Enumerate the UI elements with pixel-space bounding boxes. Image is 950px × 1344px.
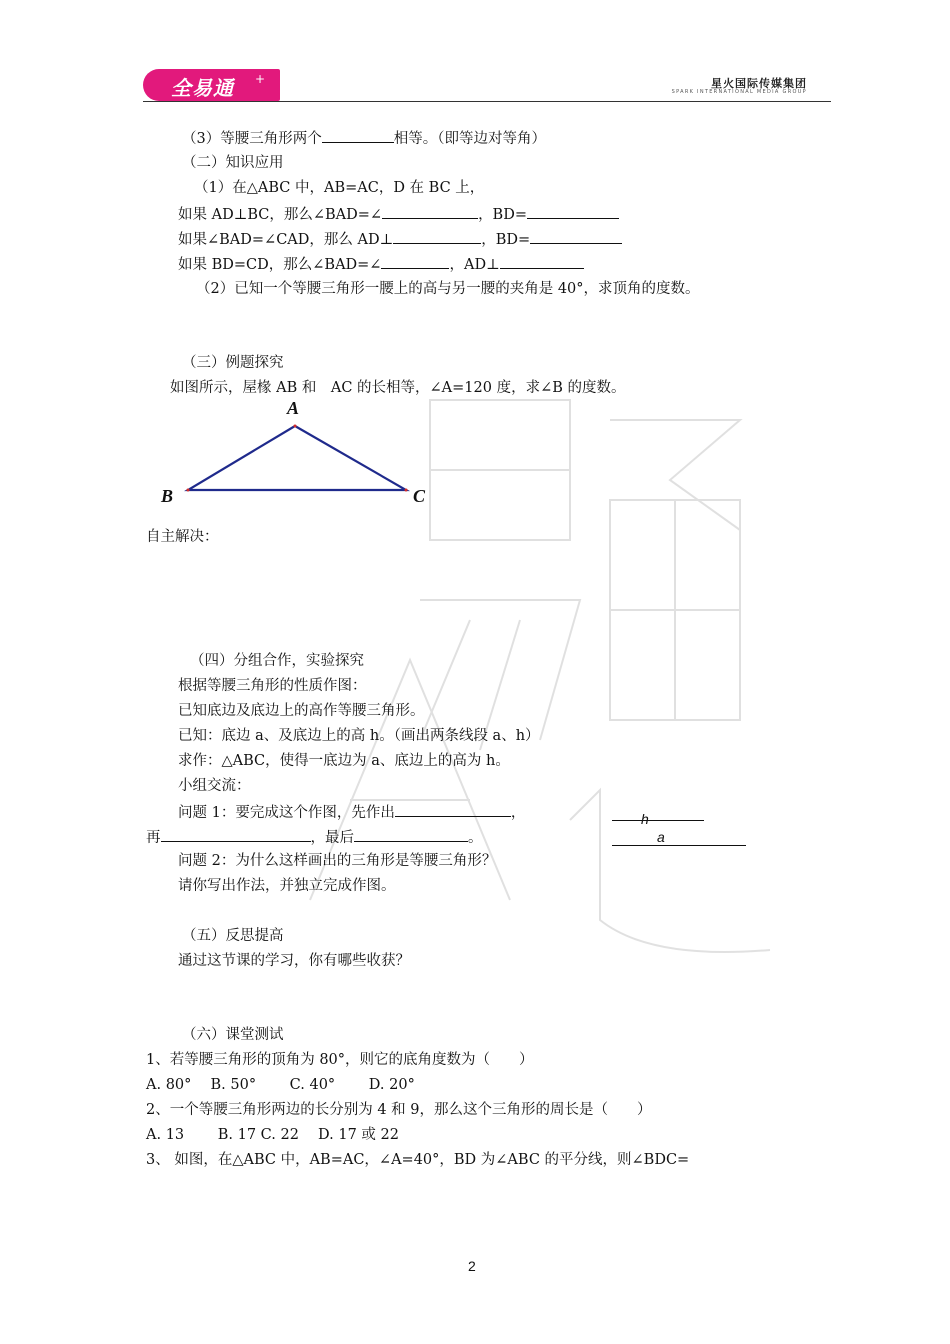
text-line: （2）已知一个等腰三角形一腰上的高与另一腰的夹角是 40°，求顶角的度数。 <box>196 281 700 297</box>
vertex-b <box>187 489 190 492</box>
vertex-label-b: B <box>161 486 174 506</box>
page-number: 2 <box>468 1258 476 1274</box>
triangle-figure <box>180 420 420 500</box>
text-line: 已知：底边 a、及底边上的高 h。（画出两条线段 a、h） <box>178 728 540 744</box>
vertex-a <box>294 425 297 428</box>
blank-line <box>530 230 622 244</box>
text-line: 如果∠BAD=∠CAD，那么 AD⊥ ，BD= <box>178 230 622 249</box>
text-line: （1）在△ABC 中，AB=AC，D 在 BC 上， <box>194 180 485 196</box>
triangle-sides <box>188 426 406 490</box>
vertex-c <box>405 489 408 492</box>
text-line: 再 ，最后 。 <box>146 830 483 846</box>
text-line: 小组交流： <box>178 778 251 794</box>
answer-options: A. 80° B. 50° C. 40° D. 20° <box>146 1077 415 1093</box>
blank-line <box>322 129 394 143</box>
blank-line <box>500 255 584 269</box>
section-heading: （六）课堂测试 <box>182 1027 284 1043</box>
section-heading: （二）知识应用 <box>182 155 284 171</box>
answer-options: A. 13 B. 17 C. 22 D. 17 或 22 <box>146 1127 399 1143</box>
segment-a <box>612 845 746 846</box>
text-line: 如图所示，屋椽 AB 和 AC 的长相等，∠A=120 度，求∠B 的度数。 <box>170 380 626 396</box>
text-line: 如果 BD=CD，那么∠BAD=∠ ，AD⊥ <box>178 255 584 274</box>
text-line: 已知底边及底边上的高作等腰三角形。 <box>178 703 425 719</box>
segment-a-label: a <box>657 829 665 845</box>
blank-line <box>381 255 449 269</box>
question-text: 1、若等腰三角形的顶角为 80°，则它的底角度数为（ ） <box>146 1052 534 1068</box>
header-divider <box>143 101 831 102</box>
segment-h <box>612 820 704 821</box>
brand-logo <box>143 69 280 101</box>
blank-line <box>354 828 468 842</box>
publisher-name-en: SPARK INTERNATIONAL MEDIA GROUP <box>671 89 807 95</box>
text-line: 如果 AD⊥BC，那么∠BAD=∠ ，BD= <box>178 205 619 224</box>
blank-line <box>395 803 511 817</box>
blank-line <box>393 230 481 244</box>
blank-line <box>161 828 311 842</box>
section-heading: （四）分组合作，实验探究 <box>190 653 364 669</box>
text-line: 求作：△ABC，使得一底边为 a、底边上的高为 h。 <box>178 753 510 769</box>
blank-line <box>382 205 478 219</box>
text-line: 自主解决： <box>146 529 219 545</box>
section-heading: （五）反思提高 <box>182 928 284 944</box>
text-line: 问题 2：为什么这样画出的三角形是等腰三角形？ <box>178 853 497 869</box>
question-text: 3、 如图，在△ABC 中，AB=AC，∠A=40°，BD 为∠ABC 的平分线，则∠BDC= <box>146 1152 690 1168</box>
segment-h-label: h <box>641 811 649 827</box>
question-text: 2、一个等腰三角形两边的长分别为 4 和 9，那么这个三角形的周长是（ ） <box>146 1102 652 1118</box>
text-line: 请你写出作法，并独立完成作图。 <box>178 878 396 894</box>
section-heading: （三）例题探究 <box>182 355 284 371</box>
blank-line <box>527 205 619 219</box>
logo-star-icon: + <box>255 72 266 86</box>
logo-text: 全易通 <box>171 76 234 100</box>
text-line: 通过这节课的学习，你有哪些收获？ <box>178 953 410 969</box>
vertex-label-c: C <box>413 486 426 506</box>
text-line: （3）等腰三角形两个 相等。（即等边对等角） <box>182 131 546 147</box>
text-line: 根据等腰三角形的性质作图： <box>178 678 367 694</box>
vertex-label-a: A <box>287 398 300 418</box>
publisher-name: 星火国际传媒集团 <box>711 77 807 90</box>
text-line: 问题 1：要完成这个作图，先作出 ， <box>178 805 526 821</box>
